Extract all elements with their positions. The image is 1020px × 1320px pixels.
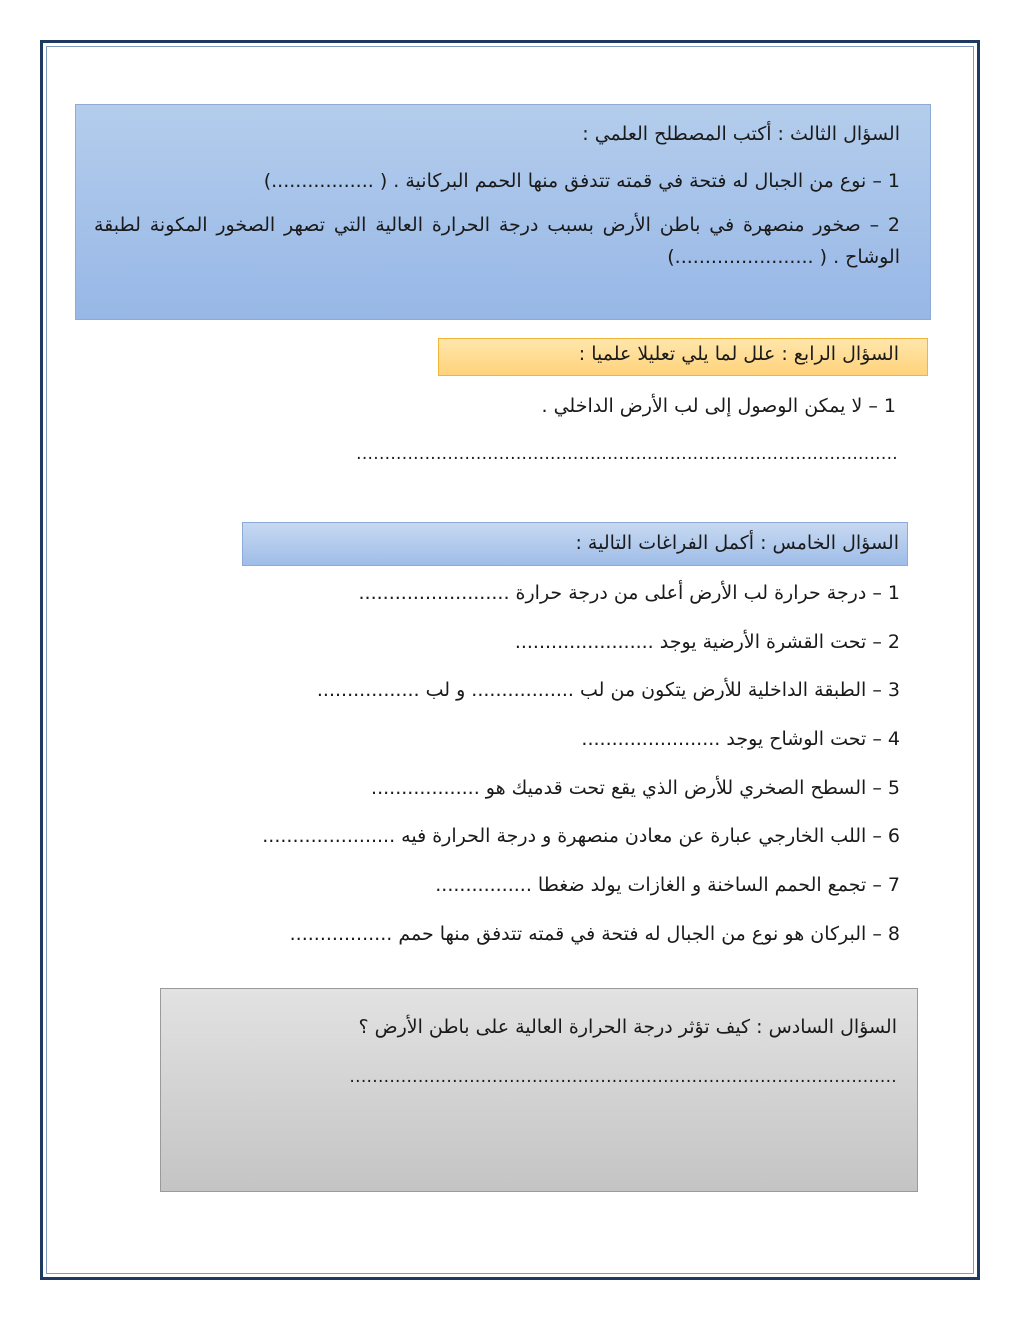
question-5-item-1[interactable]: 1 – درجة حرارة لب الأرض أعلى من درجة حرارة ......................... [358,582,900,604]
question-6-answer-line[interactable]: ................................................................................................ [349,1067,897,1087]
question-5-list [150,578,900,968]
question-5-item-3[interactable]: 3 – الطبقة الداخلية للأرض يتكون من لب ................. و لب ................. [316,679,900,702]
question-5-item-8[interactable]: 8 – البركان هو نوع من الجبال له فتحة في قمته تتدفق منها حمم ................. [289,922,900,945]
question-4-item-1: 1 – لا يمكن الوصول إلى لب الأرض الداخلي . [541,395,896,417]
question-3-item-2: 2 – صخور منصهرة في باطن الأرض بسبب درجة الحرارة العالية التي تصهر الصخور المكونة لطبقة الوشاح . ( .......................) [94,214,900,268]
question-3-box [75,104,931,320]
question-4-title: السؤال الرابع : علل لما يلي تعليلا علميا : [438,338,928,376]
question-4-answer-line[interactable]: ............................................................................................... [356,444,898,464]
question-3-item-1: 1 – نوع من الجبال له فتحة في قمته تتدفق منها الحمم البركانية . ( .................) [263,170,900,192]
question-5-item-5[interactable]: 5 – السطح الصخري للأرض الذي يقع تحت قدميك هو .................. [371,776,900,799]
question-5-item-7[interactable]: 7 – تجمع الحمم الساخنة و الغازات يولد ضغطا ................ [435,874,900,897]
question-3-title: السؤال الثالث : أكتب المصطلح العلمي : [582,123,900,145]
question-6-box [160,988,918,1192]
question-6-title: السؤال السادس : كيف تؤثر درجة الحرارة العالية على باطن الأرض ؟ [358,1016,897,1038]
question-5-item-4[interactable]: 4 – تحت الوشاح يوجد ....................... [581,728,900,751]
question-5-title: السؤال الخامس : أكمل الفراغات التالية : [242,522,908,566]
question-5-item-2[interactable]: 2 – تحت القشرة الأرضية يوجد ....................... [514,630,900,653]
question-5-item-6[interactable]: 6 – اللب الخارجي عبارة عن معادن منصهرة و درجة الحرارة فيه ...................... [262,825,900,848]
